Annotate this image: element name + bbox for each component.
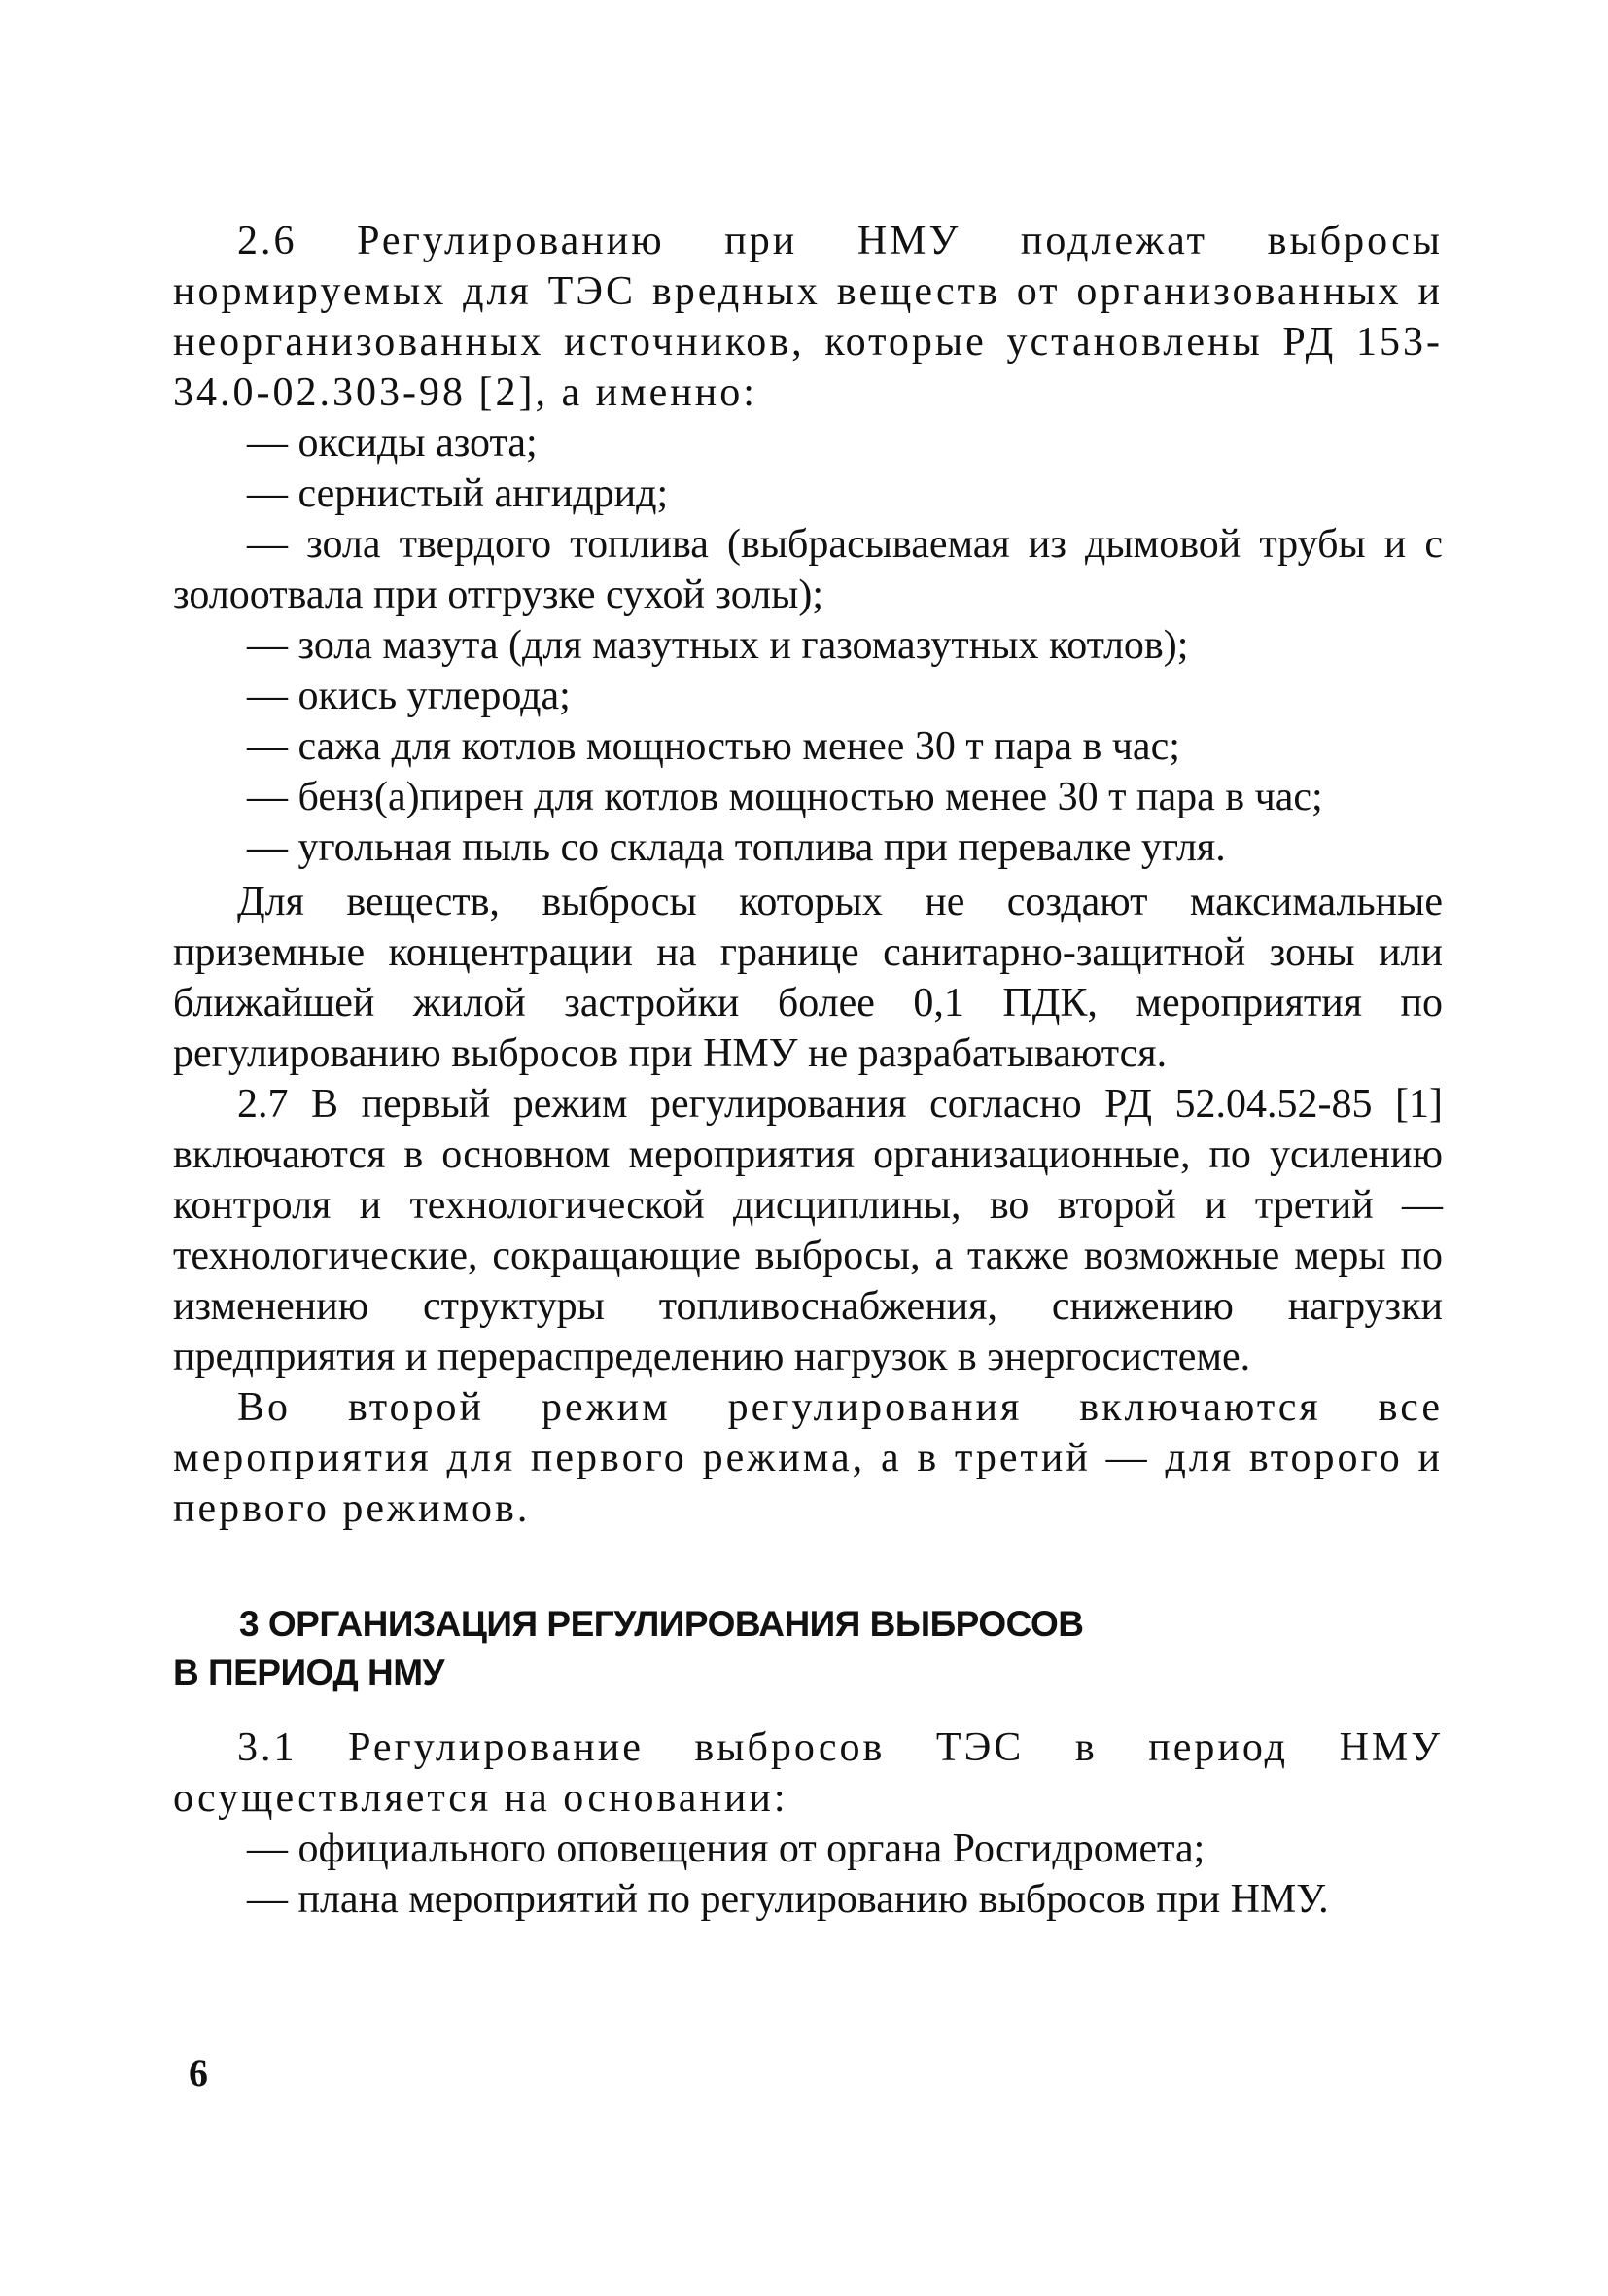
list-item: — сажа для котлов мощностью менее 30 т пара в час; xyxy=(247,724,1180,769)
list-item: — зола твердого топлива (выбрасываемая из дымовой трубы и с золоотвала при отгрузке сухой золы); xyxy=(173,522,1443,617)
paragraph-2-7-continued: Во второй режим регулирования включаются все мероприятия для первого режима, а в третий — для второго и первого режимов. xyxy=(173,1385,1443,1531)
list-item: — зола мазута (для мазутных и газомазутных котлов); xyxy=(247,623,1189,668)
section-3-heading-line-2: В ПЕРИОД НМУ xyxy=(173,1652,445,1692)
list-item: — бенз(а)пирен для котлов мощностью менее 30 т пара в час; xyxy=(247,775,1323,819)
paragraph-2-6-intro: 2.6 Регулированию при НМУ подлежат выбросы нормируемых для ТЭС вредных веществ от организованных и неорганизованных источников, которые установлены РД 153-34.0-02.303-98 [2], а именно: xyxy=(173,219,1443,415)
list-item: — окись углерода; xyxy=(247,674,571,718)
section-3-heading-line-1: 3 ОРГАНИЗАЦИЯ РЕГУЛИРОВАНИЯ ВЫБРОСОВ xyxy=(239,1604,1084,1644)
section-3-heading xyxy=(173,1600,1443,1697)
paragraph-3-1: 3.1 Регулирование выбросов ТЭС в период НМУ осуществляется на основании: xyxy=(173,1725,1443,1821)
body-text xyxy=(173,216,1443,1925)
paragraph-2-6-note: Для веществ, выбросы которых не создают максимальные приземные концентрации на границе санитарно-защитной зоны или ближайшей жилой застройки более 0,1 ПДК, мероприятия по регулированию выбросов при НМУ не разрабатываются. xyxy=(173,880,1443,1076)
list-item: — плана мероприятий по регулированию выбросов при НМУ. xyxy=(247,1877,1329,1922)
list-item: — угольная пыль со склада топлива при перевалке угля. xyxy=(247,825,1226,870)
list-item: — официального оповещения от органа Росгидромета; xyxy=(247,1826,1206,1871)
page-number: 6 xyxy=(189,2051,208,2095)
paragraph-2-7: 2.7 В первый режим регулирования согласно РД 52.04.52-85 [1] включаются в основном мероприятия организационные, по усилению контроля и технологической дисциплины, во второй и третий — технологические, сокращающие выбросы, а также возможные меры по изменению структуры топливоснабжения, снижению нагрузки предприятия и перераспределению нагрузок в энергосистеме. xyxy=(173,1082,1443,1379)
list-item: — оксиды азота; xyxy=(247,421,538,466)
list-item: — сернистый ангидрид; xyxy=(247,471,669,516)
